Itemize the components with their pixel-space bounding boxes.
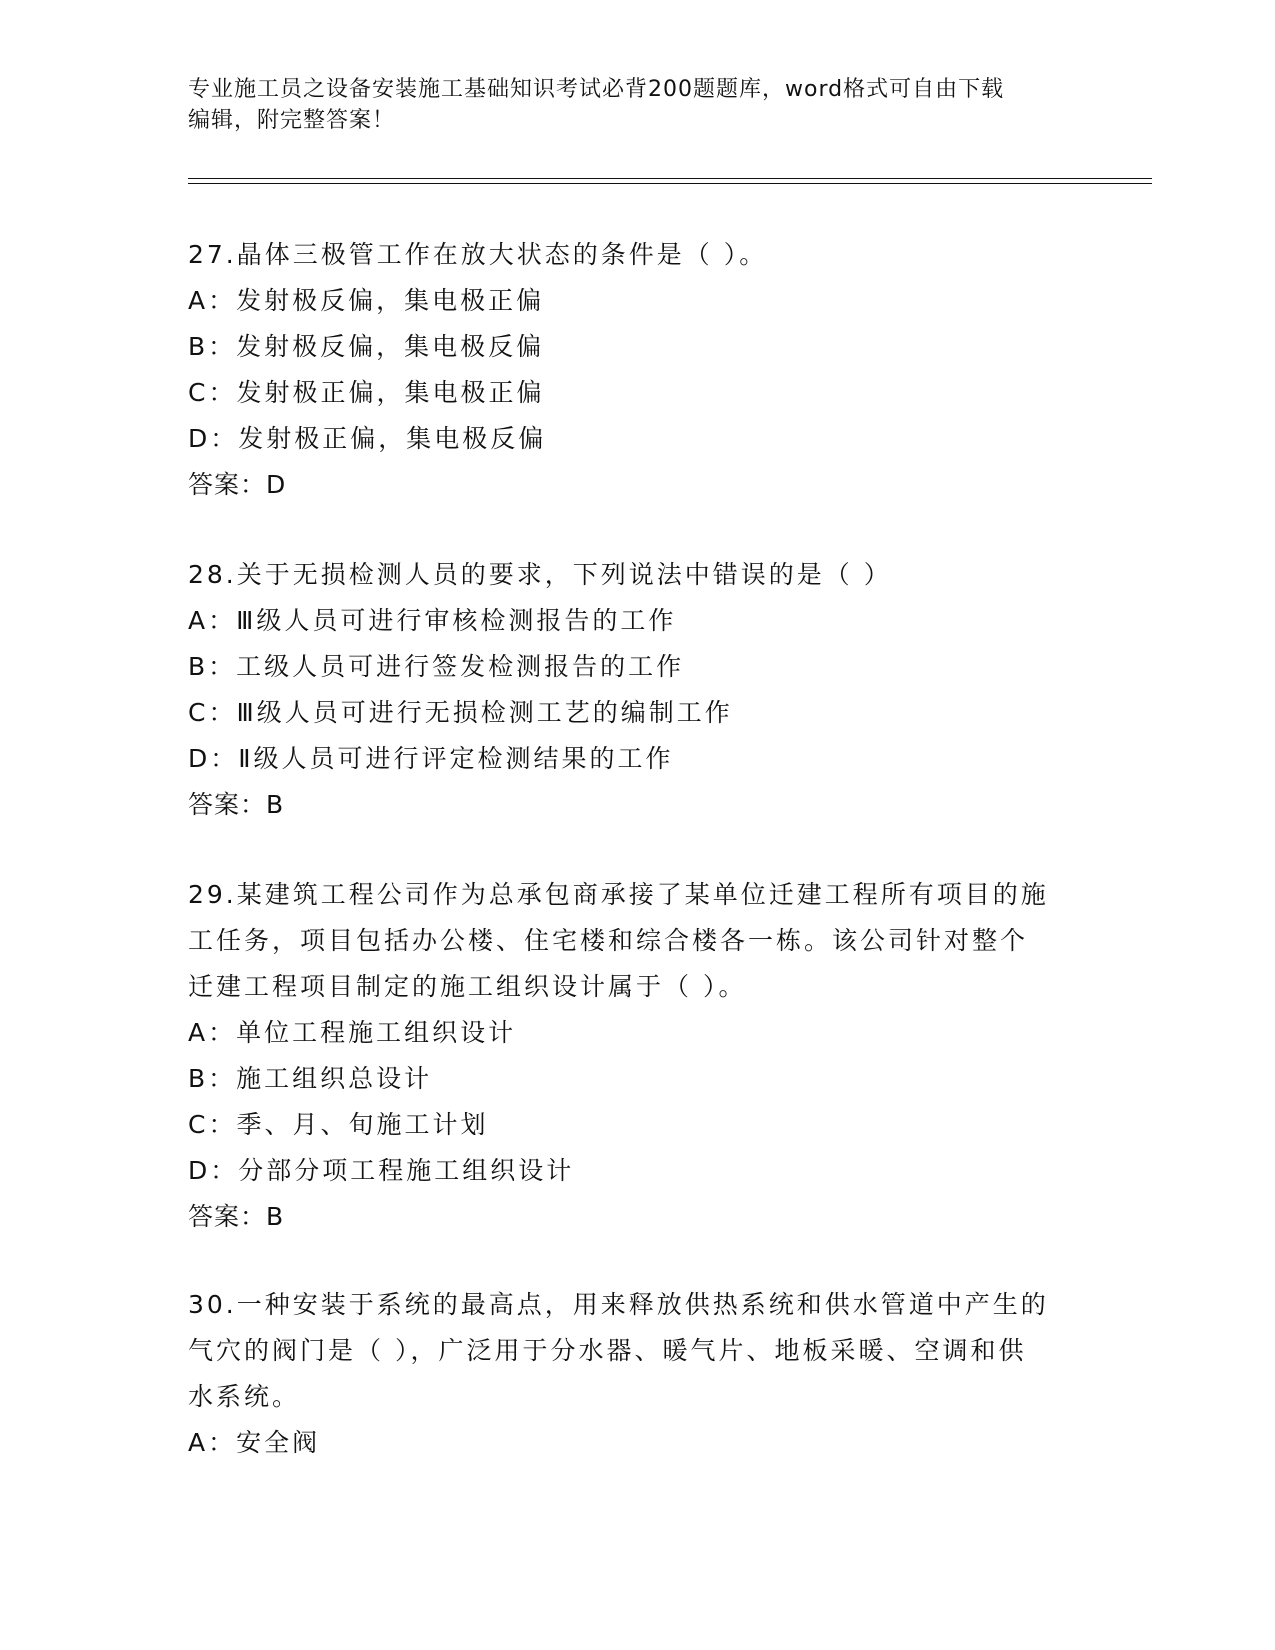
header-title-line-1: 专业施工员之设备安装施工基础知识考试必背200题题库，word格式可自由下载 xyxy=(188,77,1005,102)
option-b: B：发射极反偏，集电极反偏 xyxy=(188,332,545,361)
question-30 xyxy=(188,1282,1088,1466)
option-a: A：Ⅲ级人员可进行审核检测报告的工作 xyxy=(188,606,677,635)
question-stem-line-1: 29.某建筑工程公司作为总承包商承接了某单位迁建工程所有项目的施 xyxy=(188,880,1049,909)
option-a: A：单位工程施工组织设计 xyxy=(188,1018,517,1047)
option-d: D：Ⅱ级人员可进行评定检测结果的工作 xyxy=(188,744,674,773)
header-divider-top xyxy=(188,178,1152,179)
option-d: D：分部分项工程施工组织设计 xyxy=(188,1156,575,1185)
question-stem-line-2: 气穴的阀门是（ ），广泛用于分水器、暖气片、地板采暖、空调和供 xyxy=(188,1336,1027,1365)
answer: 答案：B xyxy=(188,1202,285,1231)
header-title-line-2: 编辑，附完整答案！ xyxy=(188,108,396,133)
option-c: C：季、月、旬施工计划 xyxy=(188,1110,489,1139)
option-a: A：安全阀 xyxy=(188,1428,321,1457)
option-b: B：施工组织总设计 xyxy=(188,1064,433,1093)
header-divider-bottom xyxy=(188,183,1152,184)
question-stem-line-1: 30.一种安装于系统的最高点，用来释放供热系统和供水管道中产生的 xyxy=(188,1290,1049,1319)
answer: 答案：B xyxy=(188,790,285,819)
question-28 xyxy=(188,552,1088,828)
option-c: C：发射极正偏，集电极正偏 xyxy=(188,378,545,407)
answer: 答案：D xyxy=(188,470,287,499)
question-stem: 28.关于无损检测人员的要求，下列说法中错误的是（ ） xyxy=(188,560,892,589)
option-b: B：工级人员可进行签发检测报告的工作 xyxy=(188,652,685,681)
option-a: A：发射极反偏，集电极正偏 xyxy=(188,286,545,315)
question-stem: 27.晶体三极管工作在放大状态的条件是（ ）。 xyxy=(188,240,768,269)
option-c: C：Ⅲ级人员可进行无损检测工艺的编制工作 xyxy=(188,698,733,727)
question-stem-line-2: 工任务，项目包括办公楼、住宅楼和综合楼各一栋。该公司针对整个 xyxy=(188,926,1029,955)
question-27 xyxy=(188,232,1088,508)
document-header xyxy=(188,74,1068,136)
question-stem-line-3: 迁建工程项目制定的施工组织设计属于（ ）。 xyxy=(188,972,747,1001)
option-d: D：发射极正偏，集电极反偏 xyxy=(188,424,547,453)
question-29 xyxy=(188,872,1088,1240)
question-stem-line-3: 水系统。 xyxy=(188,1382,301,1411)
